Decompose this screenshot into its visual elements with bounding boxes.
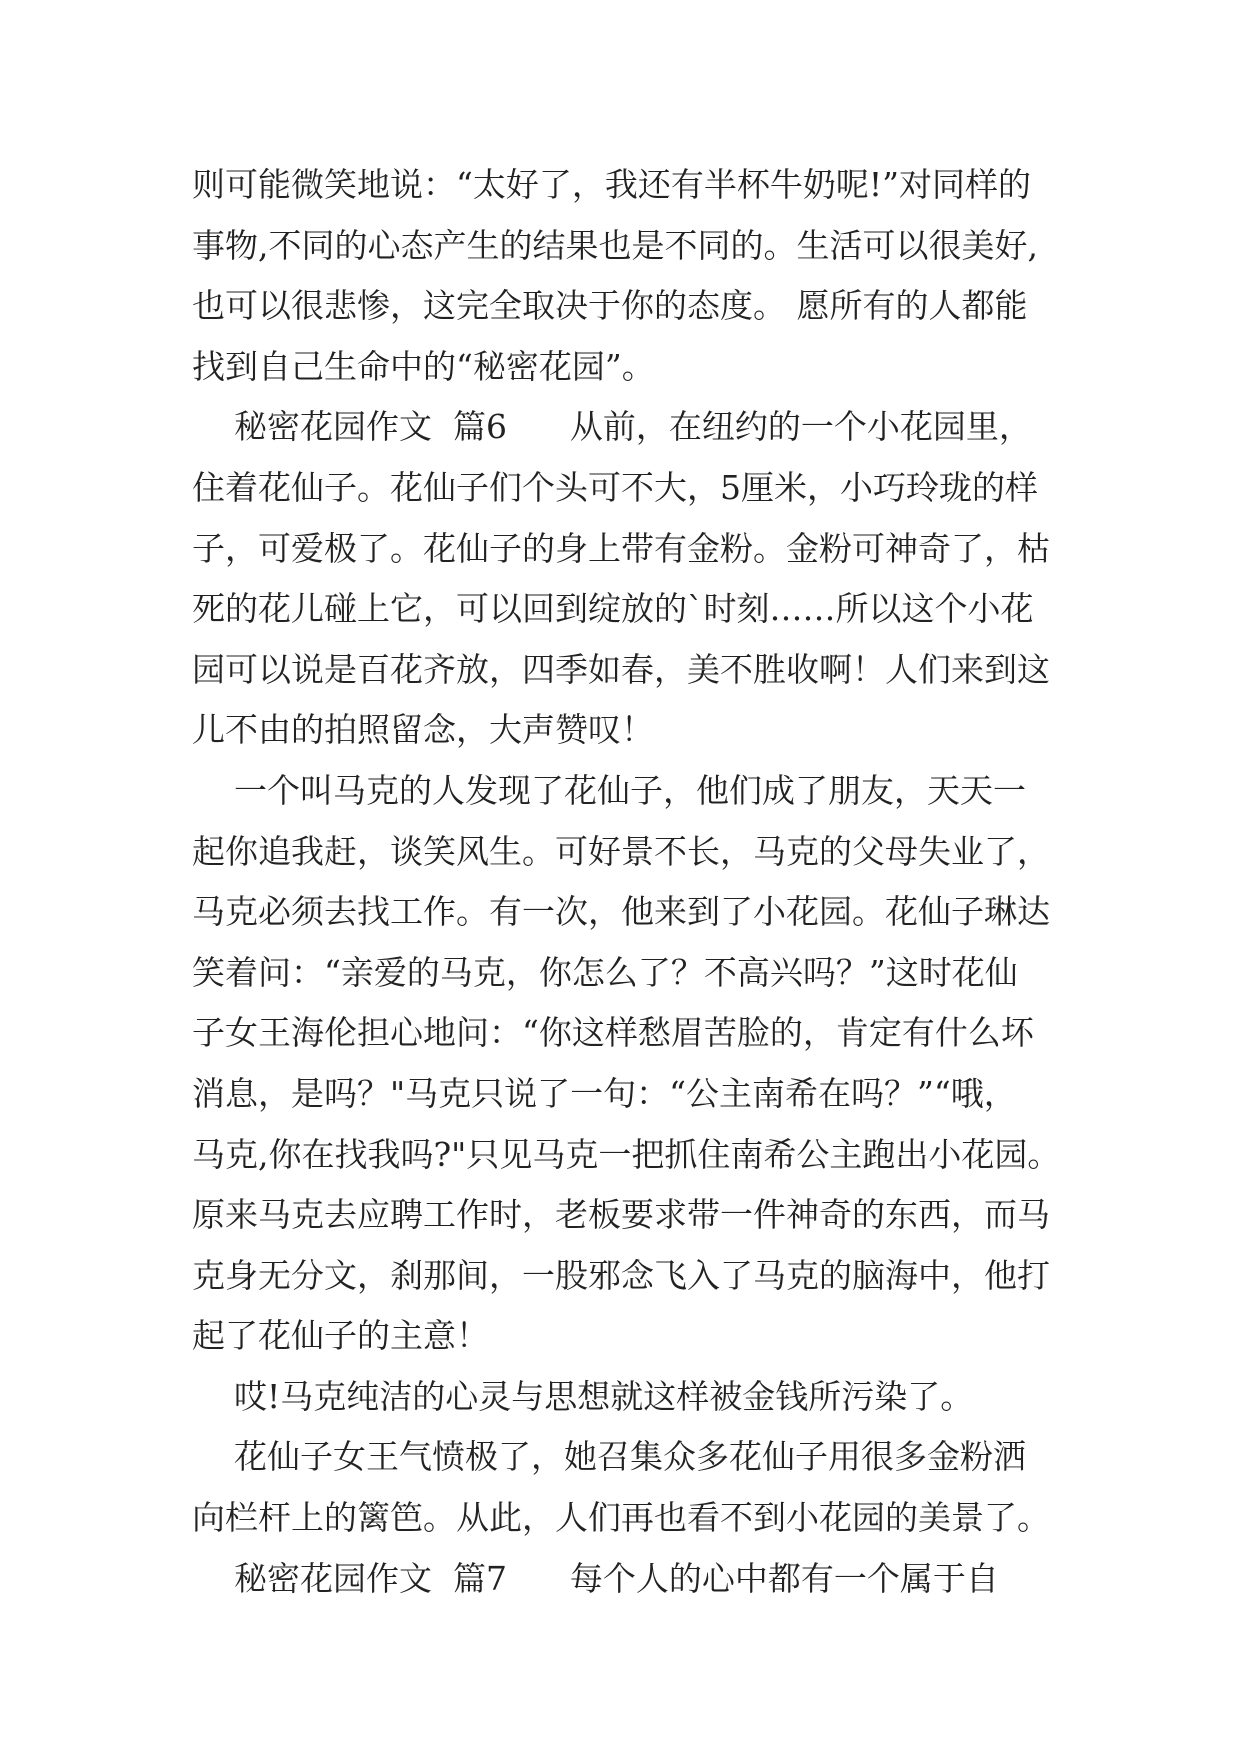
text-line: 马克,你在找我吗?"只见马克一把抓住南希公主跑出小花园。 [192,1134,1061,1174]
text-line: 花仙子女王气愤极了，她召集众多花仙子用很多金粉洒 [192,1437,1026,1477]
text-line: 哎!马克纯洁的心灵与思想就这样被金钱所污染了。 [192,1376,974,1416]
text-line: 原来马克去应聘工作时，老板要求带一件神奇的东西，而马 [192,1195,1050,1235]
text-line: 一个叫马克的人发现了花仙子，他们成了朋友，天天一 [192,770,1026,810]
text-line: 起你追我赶，谈笑风生。可好景不长，马克的父母失业了， [192,831,1050,871]
text-line: 死的花儿碰上它，可以回到绽放的`时刻……所以这个小花 [192,589,1034,629]
text-line: 子女王海伦担心地问：“你这样愁眉苦脸的，肯定有什么坏 [192,1013,1034,1053]
text-line: 子，可爱极了。花仙子的身上带有金粉。金粉可神奇了，枯 [192,528,1050,568]
text-line: 起了花仙子的主意！ [192,1316,489,1356]
text-line: 也可以很悲惨，这完全取决于你的态度。 愿所有的人都能 [192,286,1028,326]
text-line: 找到自己生命中的“秘密花园”。 [192,346,655,386]
text-line: 儿不由的拍照留念，大声赞叹！ [192,710,654,750]
body-text [192,155,1072,1609]
text-line: 马克必须去找工作。有一次，他来到了小花园。花仙子琳达 [192,892,1050,932]
section-heading-line: 秘密花园作文 篇7 每个人的心中都有一个属于自 [192,1558,999,1598]
text-line: 住着花仙子。花仙子们个头可不大，5厘米，小巧玲珑的样 [192,467,1038,507]
text-line: 笑着问：“亲爱的马克，你怎么了？不高兴吗？”这时花仙 [192,952,1018,992]
section-heading-line: 秘密花园作文 篇6 从前，在纽约的一个小花园里， [192,407,1032,447]
text-line: 园可以说是百花齐放，四季如春，美不胜收啊！人们来到这 [192,649,1050,689]
text-line: 向栏杆上的篱笆。从此，人们再也看不到小花园的美景了。 [192,1498,1050,1538]
text-line: 消息，是吗？"马克只说了一句：“公主南希在吗？”“哦， [192,1073,1017,1113]
text-line: 事物,不同的心态产生的结果也是不同的。生活可以很美好, [192,225,1038,265]
text-line: 则可能微笑地说：“太好了，我还有半杯牛奶呢!”对同样的 [192,165,1032,204]
text-line: 克身无分文，刹那间，一股邪念飞入了马克的脑海中，他打 [192,1255,1050,1295]
